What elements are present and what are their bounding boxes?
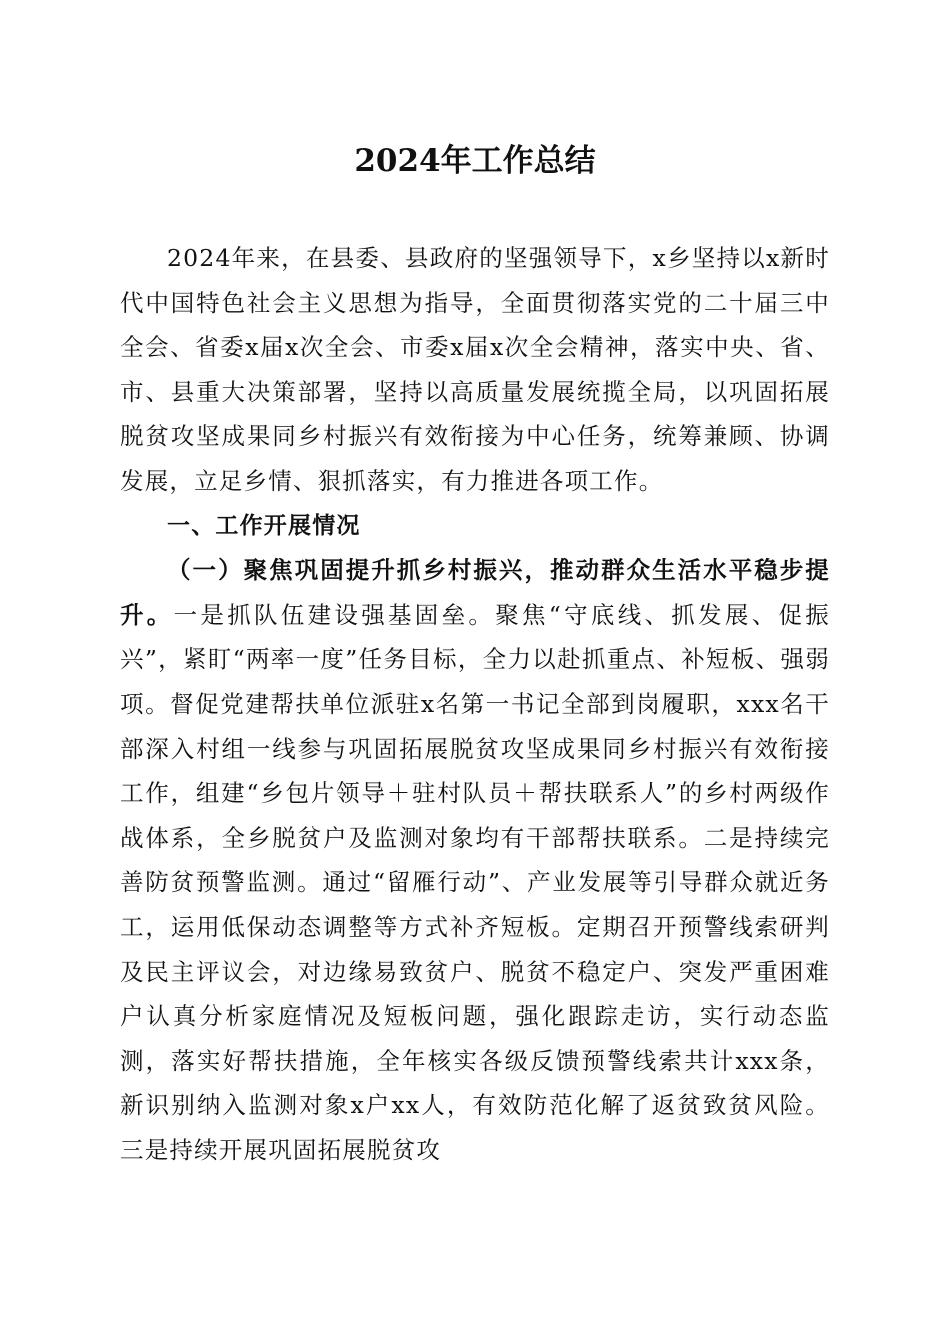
intro-paragraph: 2024年来，在县委、县政府的坚强领导下，x乡坚持以x新时代中国特色社会主义思想为指导，全面贯彻落实党的二十届三中全会、省委x届x次全会、市委x届x次全会精神，落实中央、省、市、县重大决策部署，坚持以高质量发展统揽全局，以巩固拓展脱贫攻坚成果同乡村振兴有效衔接为中心任务，统筹兼顾、协调发展，立足乡情、狠抓落实，有力推进各项工作。 [120, 244, 830, 495]
document-title: 2024年工作总结 [354, 143, 596, 179]
subsection-body-text: 一是抓队伍建设强基固垒。聚焦“守底线、抓发展、促振兴”，紧盯“两率一度”任务目标，全力以赴抓重点、补短板、强弱项。督促党建帮扶单位派驻x名第一书记全部到岗履职，xxx名干部深入村组一线参与巩固拓展脱贫攻坚成果同乡村振兴有效衔接工作，组建“乡包片领导＋驻村队员＋帮扶联系人”的乡村两级作战体系，全乡脱贫户及监测对象均有干部帮扶联系。二是持续完善防贫预警监测。通过“留雁行动”、产业发展等引导群众就近务工，运用低保动态调整等方式补齐短板。定期召开预警线索研判及民主评议会，对边缘易致贫户、脱贫不稳定户、突发严重困难户认真分析家庭情况及短板问题，强化跟踪走访，实行动态监测，落实好帮扶措施，全年核实各级反馈预警线索共计xxx条，新识别纳入监测对象x户xx人，有效防范化解了返贫致贫风险。三是持续开展巩固拓展脱贫攻 [120, 600, 831, 1164]
document-body [120, 236, 830, 1172]
subsection-paragraph [120, 548, 830, 1172]
subsection-heading-rural-revitalization: （一）聚焦巩固提升抓乡村振兴，推动群众生活水平稳步提升。 [120, 556, 830, 629]
section-heading-work-status: 一、工作开展情况 [167, 512, 361, 539]
